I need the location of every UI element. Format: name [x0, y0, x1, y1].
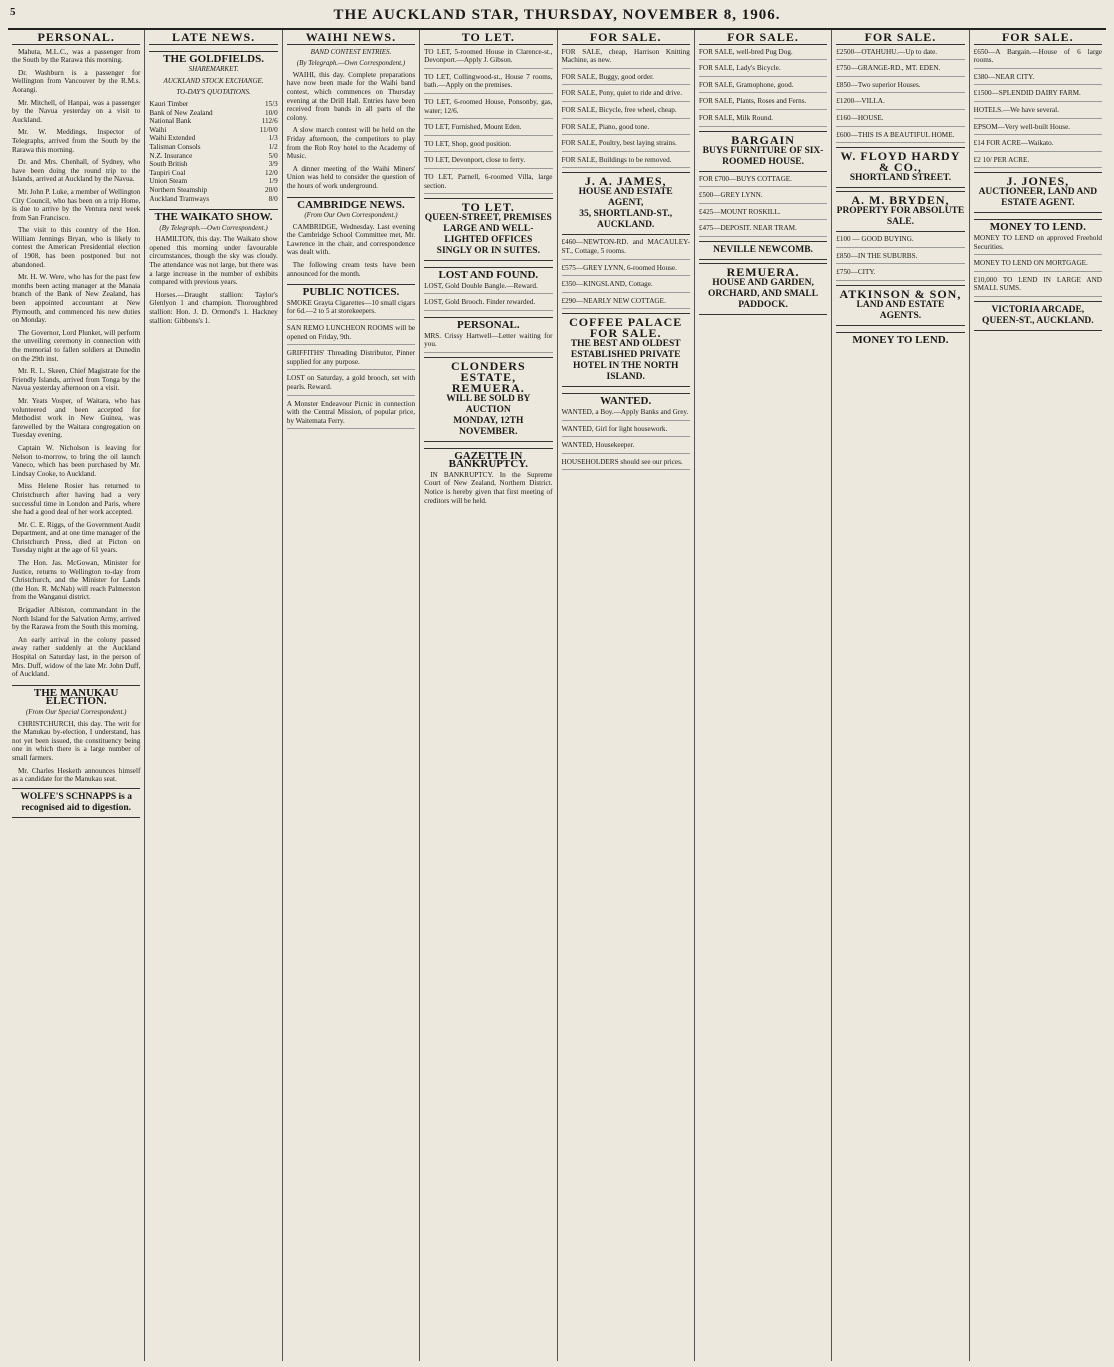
personal-paras-item: Mahuta, M.L.C., was a passenger from the South by the Rarawa this morning.	[12, 47, 141, 65]
personal-paras-item: The visit to this country of the Hon. William Jennings Bryan, who is likely to contest the American Presidential election of 1908, has been postponed but not abandoned.	[12, 226, 141, 269]
share-row	[149, 186, 277, 195]
goldfields-heading: THE GOLDFIELDS.	[149, 51, 277, 64]
personal-paras-item: Dr. and Mrs. Chenhall, of Sydney, who have been doing the round trip to the Islands, arrived at Auckland by the Navua.	[12, 158, 141, 184]
personal-paras-item: Dr. Washburn is a passenger for Wellington from Vancouver by the R.M.s. Aorangi.	[12, 68, 141, 94]
share-row	[149, 117, 277, 126]
columns	[8, 30, 1106, 1361]
to-let-personal-heading: PERSONAL.	[424, 317, 552, 330]
share-name: Bank of New Zealand	[149, 108, 213, 117]
share-name: Taupiri Coal	[149, 168, 186, 177]
manukau-paras	[12, 720, 140, 784]
to-let-heading: TO LET.	[424, 30, 552, 45]
manukau-election-heading: THE MANUKAU ELECTION.	[12, 685, 140, 706]
share-name: National Bank	[149, 117, 192, 126]
share-price: 12/0	[264, 168, 278, 177]
hardy-name: W. FLOYD HARDY & CO.,	[840, 149, 961, 175]
personal-paras-item: An early arrival in the colony passed away rather suddenly at the Auckland Hospital on Saturday last, in the person of Mrs. Duff, widow of the late Mr. John Duff, of Auckland.	[12, 635, 141, 679]
for-sale-4-ads-item: EPSOM—Very well-built House.	[974, 123, 1102, 136]
for-sale-2-heading: FOR SALE.	[699, 30, 827, 45]
for-sale-2-ads-item: FOR SALE, Gramophone, good.	[699, 81, 827, 94]
personal-paras-item: Mr. John P. Luke, a member of Wellington City Council, who has been on a trip Home, is due to arrive by the Ventura next week from San Francisco.	[12, 187, 141, 222]
column-for-sale-3	[832, 30, 969, 1361]
cambridge-paras-item: The following cream tests have been announced for the month.	[286, 261, 416, 278]
to-let-display-lines	[424, 213, 552, 257]
cambridge-paras-item: CAMBRIDGE, Wednesday. Last evening the Cambridge School Committee met, Mr. Lawrence in the chair, and correspondence was dealt with.	[286, 222, 416, 257]
newspaper-title: THE AUCKLAND STAR, THURSDAY, NOVEMBER 8, 1906.	[333, 6, 781, 23]
for-sale-3-list	[836, 235, 964, 281]
waikato-paras	[149, 235, 277, 325]
schnapps-ad: WOLFE'S SCHNAPPS is a recognised aid to digestion.	[12, 788, 140, 818]
for-sale-1-ads-item: FOR SALE, Buggy, good order.	[562, 73, 690, 86]
share-price: 8/0	[268, 194, 278, 203]
remuera-display	[699, 263, 827, 315]
to-let-display-lines-item: SINGLY OR IN SUITES.	[436, 246, 540, 257]
for-sale-1-ads-item: FOR SALE, Bicycle, free wheel, cheap.	[562, 106, 690, 119]
waikato-show-heading: THE WAIKATO SHOW.	[149, 209, 277, 222]
wanted-ads-item: WANTED, a Boy.—Apply Banks and Grey.	[562, 408, 690, 421]
personal-heading: PERSONAL.	[12, 30, 140, 45]
for-sale-3-ads-item: £750—GRANGE-RD., MT. EDEN.	[836, 64, 964, 77]
personal-paras-item: Mr. Mitchell, of Hanpai, was a passenger by the Navua yesterday on a visit to Auckland.	[12, 98, 141, 124]
for-sale-4-ads-item: £14 FOR ACRE—Waikato.	[974, 139, 1102, 152]
share-name: Northern Steamship	[149, 185, 208, 194]
hardy-display	[836, 147, 964, 188]
share-name: Waihi	[149, 125, 167, 134]
auction-display	[424, 357, 552, 442]
coffee-title: COFFEE PALACE FOR SALE.	[569, 315, 683, 341]
to-let-ads-item: TO LET, Parnell, 6-roomed Villa, large section.	[424, 173, 552, 194]
column-for-sale-4	[970, 30, 1106, 1361]
for-sale-1-heading: FOR SALE.	[562, 30, 690, 45]
waihi-heading: WAIHI NEWS.	[287, 30, 415, 45]
share-name: South British	[149, 160, 188, 169]
public-notices-item: A Monster Endeavour Picnic in connection with the Central Mission, of popular price, by Waitemata Ferry.	[287, 400, 415, 430]
for-sale-4-ads-item: £1500—SPLENDID DAIRY FARM.	[974, 89, 1102, 102]
auction-title: CLONDERS ESTATE, REMUERA.	[450, 358, 526, 395]
share-price: 1/2	[268, 142, 278, 151]
money-ads-item: MONEY TO LEND ON MORTGAGE.	[974, 259, 1102, 272]
lost-found-ads-item: LOST, Gold Brooch. Finder rewarded.	[424, 298, 552, 311]
share-price: 20/0	[264, 185, 278, 194]
share-name: N.Z. Insurance	[149, 151, 193, 160]
for-sale-4-ads-item: £2 10/ PER ACRE.	[974, 156, 1102, 169]
auction-date: MONDAY, 12TH NOVEMBER.	[453, 415, 524, 437]
for-sale-3-list-item: £750—CITY.	[836, 268, 964, 281]
for-sale-1-ads-item: FOR SALE, Piano, good tone.	[562, 123, 690, 136]
to-let-ads-item: TO LET, 6-roomed House, Ponsonby, gas, water; 12/6.	[424, 98, 552, 119]
for-sale-3-list-item: £850—IN THE SUBURBS.	[836, 252, 964, 265]
for-sale-1-ads	[562, 48, 690, 169]
manukau-election-sub: (From Our Special Correspondent.)	[25, 707, 127, 716]
neville-display: NEVILLE NEWCOMB.	[699, 241, 827, 260]
column-for-sale-1	[558, 30, 695, 1361]
for-sale-4-ads-item: £650—A Bargain.—House of 6 large rooms.	[974, 48, 1102, 69]
money-to-lend-heading-3: MONEY TO LEND.	[836, 332, 964, 345]
to-let-ads-item: TO LET, Collingwood-st., House 7 rooms, bath.—Apply on the premises.	[424, 73, 552, 94]
cambridge-heading: CAMBRIDGE NEWS.	[287, 197, 415, 210]
for-sale-3-ads	[836, 48, 964, 144]
wanted-ads-item: WANTED, Girl for light housework.	[562, 425, 690, 438]
jones-name: J. JONES,	[1006, 174, 1070, 189]
wanted-ads	[562, 408, 690, 470]
bryden-display	[836, 191, 964, 232]
to-let-display-title: TO LET.	[461, 200, 515, 215]
share-row	[149, 195, 277, 204]
manukau-paras-item: Mr. Charles Hesketh announces himself as a candidate for the Manukau seat.	[12, 766, 141, 784]
personal-paras-item: Mr. R. L. Skeen, Chief Magistrate for the Friendly Islands, arrived from Tonga by the Navua yesterday afternoon on a visit.	[12, 367, 141, 393]
share-row	[149, 177, 277, 186]
james-line: HOUSE AND ESTATE AGENT,	[578, 187, 673, 209]
for-sale-2-ads-item: FOR SALE, Lady's Bicycle.	[699, 64, 827, 77]
personal-paras	[12, 48, 140, 679]
column-to-let	[420, 30, 557, 1361]
gazette-text: IN BANKRUPTCY. In the Supreme Court of New Zealand, Northern District. Notice is hereby given that first meeting of creditors will be held.	[424, 470, 553, 505]
share-row	[149, 100, 277, 109]
personal-paras-item: Mr. H. W. Were, who has for the past few months been acting manager at the Manaia branch of the Bank of New Zealand, has been appointed accountant at New Plymouth, and commenced his new duties on Monday.	[12, 273, 141, 325]
share-row	[149, 160, 277, 169]
bargain-display	[699, 131, 827, 172]
share-row	[149, 152, 277, 161]
personal-paras-item: Miss Helene Rosier has returned to Christchurch after having had a very successful time in London and Paris, where she had a good deal of her work accepted.	[12, 482, 141, 517]
to-let-ads	[424, 48, 552, 195]
for-sale-2-ads-item: FOR SALE, Plants, Roses and Ferns.	[699, 97, 827, 110]
lost-found-ads-item: LOST, Gold Double Bangle.—Reward.	[424, 282, 552, 295]
bargain-head: BARGAIN	[731, 132, 795, 147]
share-price: 15/3	[264, 99, 278, 108]
personal-paras-item: Mr. W. Meddings, Inspector of Telegraphs, arrived from the South by the Rarawa this morning.	[12, 128, 141, 154]
waihi-paras-item: A slow march contest will be held on the Friday afternoon, the competitors to play from the Rob Roy hotel to the Academy of Music.	[286, 126, 416, 161]
for-sale-1-ads-item: FOR SALE, cheap, Harrison Knitting Machine, as new.	[562, 48, 690, 69]
sharemarket-heading: SHAREMARKET.	[188, 65, 239, 74]
lost-found-heading: LOST AND FOUND.	[424, 267, 552, 280]
waikato-show-sub: (By Telegraph.—Own Correspondent.)	[159, 223, 268, 232]
personal-paras-item: Mr. Yeats Vosper, of Waitara, who has volunteered and been accepted for Methodist work in New Guinea, was farewelled by the Waitara congregation on Tuesday evening.	[12, 396, 141, 440]
remuera-title: REMUERA.	[726, 264, 800, 279]
share-price: 11/0/0	[259, 125, 278, 134]
for-sale-4-ads-item: HOTELS.—We have several.	[974, 106, 1102, 119]
for-sale-1-list	[562, 238, 690, 309]
page-number: 5	[10, 6, 17, 18]
bryden-line: PROPERTY FOR ABSOLUTE SALE.	[836, 206, 965, 228]
waihi-sub: BAND CONTEST ENTRIES.	[310, 47, 392, 56]
gazette-heading: GAZETTE IN BANKRUPTCY.	[424, 448, 552, 469]
to-let-ads-item: TO LET, Devonport, close to ferry.	[424, 156, 552, 169]
for-sale-3-ads-item: £160—HOUSE.	[836, 114, 964, 127]
james-addr: 35, SHORTLAND-ST., AUCKLAND.	[579, 209, 673, 231]
public-notices-item: SMOKE Grayta Cigarettes—10 small cigars for 6d.—2 to 5 at storekeepers.	[287, 299, 415, 320]
share-price: 10/0	[264, 108, 278, 117]
public-notices-heading: PUBLIC NOTICES.	[287, 284, 415, 297]
for-sale-2-list	[699, 175, 827, 237]
hardy-addr: SHORTLAND STREET.	[849, 173, 952, 184]
masthead	[8, 2, 1106, 30]
public-notices-item: LOST on Saturday, a gold brooch, set with pearls. Reward.	[287, 374, 415, 395]
personal-paras-item: The Governor, Lord Plunket, will perform the unveiling ceremony in connection with the memorial to fallen soldiers at Dunedin on the 29th inst.	[12, 328, 141, 363]
wanted-ads-item: WANTED, Housekeeper.	[562, 441, 690, 454]
share-name: Waihi Extended	[149, 134, 196, 143]
stock-exchange-heading: AUCKLAND STOCK EXCHANGE.	[163, 76, 264, 85]
for-sale-4-ads-item: £380—NEAR CITY.	[974, 73, 1102, 86]
share-row	[149, 143, 277, 152]
waihi-paras	[287, 71, 415, 191]
atkinson-line: LAND AND ESTATE AGENTS.	[856, 299, 945, 321]
share-row	[149, 126, 277, 135]
share-price: 3/9	[268, 160, 278, 169]
share-name: Kauri Timber	[149, 99, 189, 108]
column-personal	[8, 30, 145, 1361]
public-notices-item: GRIFFITHS' Threading Distributor, Pinner supplied for any purpose.	[287, 349, 415, 370]
james-display	[562, 172, 690, 235]
share-price: 1/9	[268, 177, 278, 186]
jones-display	[974, 172, 1102, 213]
for-sale-1-list-item: £350—KINGSLAND, Cottage.	[562, 280, 690, 293]
column-waihi	[283, 30, 420, 1361]
for-sale-3-ads-item: £1200—VILLA.	[836, 97, 964, 110]
share-table	[149, 100, 277, 203]
personal-paras-item: Captain W. Nicholson is leaving for Nelson to-morrow, to bring the oil launch Vaneco, which has been purchased by Mr. Lindsay Cooke, to Auckland.	[12, 443, 141, 478]
column-for-sale-2	[695, 30, 832, 1361]
manukau-paras-item: CHRISTCHURCH, this day. The writ for the Manukau by-election, I understand, has not yet been issued, the constituency being one in which there is a large number of small farmers.	[12, 719, 141, 762]
share-name: Auckland Tramways	[149, 194, 210, 203]
share-name: Talisman Consols	[149, 142, 201, 151]
share-price: 112/6	[261, 117, 278, 126]
share-price: 5/0	[268, 151, 278, 160]
money-to-lend-heading-4: MONEY TO LEND.	[974, 219, 1102, 232]
waikato-paras-item: Horses.—Draught stallion: Taylor's Glenlyon 1 and champion. Thoroughbred stallion: Hon. J. D. Ormond's 1. Hackney stallion: Gibbons's 1.	[149, 290, 278, 325]
public-notices	[287, 299, 415, 430]
waihi-paras-item: A dinner meeting of the Waihi Miners' Union was held to consider the question of the hours of work underground.	[286, 164, 416, 190]
public-notices-item: SAN REMO LUNCHEON ROOMS will be opened on Friday, 9th.	[287, 324, 415, 345]
remuera-text: HOUSE AND GARDEN, ORCHARD, AND SMALL PADDOCK.	[708, 277, 819, 310]
share-row	[149, 134, 277, 143]
cambridge-paras	[287, 223, 415, 279]
waikato-paras-item: HAMILTON, this day. The Waikato show opened this morning under favourable circumstances, though the sky was cloudy. The attendance was not large, but there was a large increase in the number of exhibits compared with previous years.	[149, 235, 278, 287]
coffee-palace-display	[562, 313, 690, 387]
share-name: Union Steam	[149, 177, 188, 186]
for-sale-2-ads	[699, 48, 827, 127]
for-sale-4-heading: FOR SALE.	[974, 30, 1102, 45]
wanted-heading: WANTED.	[562, 393, 690, 406]
waihi-sub2: (By Telegraph.—Own Correspondent.)	[296, 59, 406, 68]
for-sale-3-list-item: £100 — GOOD BUYING.	[836, 235, 964, 248]
money-ads-item: MONEY TO LEND on approved Freehold Securities.	[974, 234, 1102, 255]
atkinson-display	[836, 285, 964, 326]
for-sale-3-ads-item: £850—Two superior Houses.	[836, 81, 964, 94]
personal-paras-item: Mr. C. E. Riggs, of the Government Audit Department, and at one time manager of the Christchurch Press, died at Picton on Tuesday night at the age of 61 years.	[12, 520, 141, 555]
for-sale-1-ads-item: FOR SALE, Buildings to be removed.	[562, 156, 690, 169]
bryden-name: A. M. BRYDEN,	[851, 193, 950, 208]
wanted-ads-item: HOUSEHOLDERS should see our prices.	[562, 458, 690, 471]
personal-paras-item: The Hon. Jas. McGowan, Minister for Justice, returns to Wellington to-day from Christchurch, and the Minister for Lands (the Hon. R. McNab) will reach Palmerston from the Wanganui district.	[12, 559, 141, 602]
quotations-heading: TO-DAY'S QUOTATIONS.	[176, 88, 251, 97]
to-let-ads-item: TO LET, Furnished, Mount Eden.	[424, 123, 552, 136]
cambridge-sub: (From Our Own Correspondent.)	[304, 211, 398, 220]
personal-paras-item: Brigadier Albiston, commandant in the North Island for the Salvation Army, arrived by the Rarawa from the South this morning.	[12, 606, 141, 632]
share-row	[149, 109, 277, 118]
column-late-news	[145, 30, 282, 1361]
to-let-ads-item: TO LET, Shop, good position.	[424, 140, 552, 153]
for-sale-2-list-item: £475—DEPOSIT. NEAR TRAM.	[699, 224, 827, 237]
share-row	[149, 169, 277, 178]
share-price: 1/3	[268, 134, 278, 143]
for-sale-1-ads-item: FOR SALE, Poultry, best laying strains.	[562, 139, 690, 152]
coffee-text: THE BEST AND OLDEST ESTABLISHED PRIVATE HOTEL IN THE NORTH ISLAND.	[570, 339, 681, 383]
for-sale-1-ads-item: FOR SALE, Pony, quiet to ride and drive.	[562, 89, 690, 102]
to-let-display-lines-item: LARGE AND WELL-LIGHTED OFFICES	[443, 224, 534, 246]
late-news-heading: LATE NEWS.	[149, 30, 277, 45]
for-sale-4-ads	[974, 48, 1102, 169]
for-sale-1-list-item: £460—NEWTON-RD. and MACAULEY-ST., Cottage, 5 rooms.	[562, 238, 690, 259]
for-sale-2-ads-item: FOR SALE, well-bred Pug Dog.	[699, 48, 827, 61]
for-sale-2-list-item: FOR £700—BUYS COTTAGE.	[699, 175, 827, 188]
to-let-display-lines-item: QUEEN-STREET, PREMISES	[424, 213, 552, 224]
to-let-personal-ad: MRS. Crissy Hartwell—Letter waiting for you.	[424, 332, 552, 353]
for-sale-1-list-item: £575—GREY LYNN, 6-roomed House.	[562, 264, 690, 277]
bargain-text: BUYS FURNITURE OF SIX-ROOMED HOUSE.	[702, 145, 824, 167]
money-ads-item: £10,000 TO LEND IN LARGE AND SMALL SUMS.	[974, 276, 1102, 297]
money-ads	[974, 234, 1102, 297]
waihi-paras-item: WAIHI, this day. Complete preparations have now been made for the Waihi band contest, which commences on Thursday evening at the Drill Hall. Entries have been received from bands in all parts of the colony.	[286, 70, 416, 122]
for-sale-3-ads-item: £600—THIS IS A BEAUTIFUL HOME.	[836, 131, 964, 144]
for-sale-3-heading: FOR SALE.	[836, 30, 964, 45]
for-sale-2-list-item: £425—MOUNT ROSKILL.	[699, 208, 827, 221]
jones-line: AUCTIONEER, LAND AND ESTATE AGENT.	[978, 187, 1098, 209]
for-sale-3-ads-item: £2500—OTAHUHU.—Up to date.	[836, 48, 964, 61]
to-let-display	[424, 198, 552, 261]
auction-note: WILL BE SOLD BY AUCTION	[446, 393, 531, 415]
for-sale-2-list-item: £500—GREY LYNN.	[699, 191, 827, 204]
atkinson-name: ATKINSON & SON,	[839, 286, 962, 301]
lost-found-ads	[424, 282, 552, 311]
for-sale-1-list-item: £290—NEARLY NEW COTTAGE.	[562, 297, 690, 310]
to-let-ads-item: TO LET, 5-roomed House in Clarence-st., Devonport.—Apply J. Gibson.	[424, 48, 552, 69]
finance-display: VICTORIA ARCADE, QUEEN-ST., AUCKLAND.	[974, 301, 1102, 331]
james-name: J. A. JAMES,	[584, 174, 667, 189]
for-sale-2-ads-item: FOR SALE, Milk Round.	[699, 114, 827, 127]
